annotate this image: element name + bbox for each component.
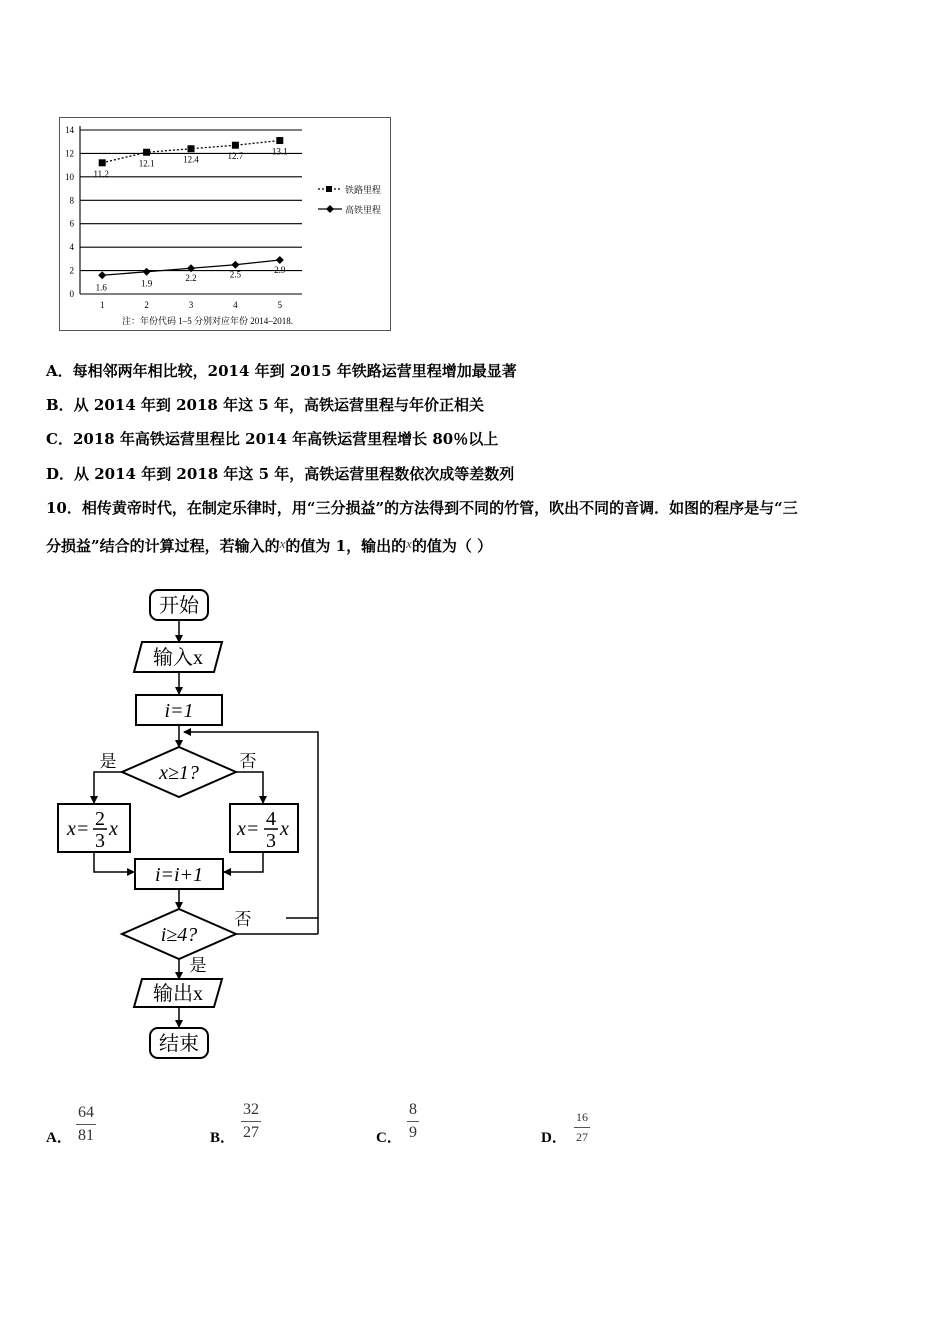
- rail-data-label: 12.4: [183, 154, 199, 165]
- hsr-point: [276, 256, 284, 264]
- flow-incr-text: i=i+1: [154, 864, 204, 886]
- line-chart: [59, 117, 391, 331]
- flow-left-num: 2: [95, 808, 105, 830]
- choice-d-num: 16: [574, 1110, 590, 1128]
- choice-a-den: 81: [78, 1127, 94, 1144]
- x-tick-label: 5: [277, 300, 283, 310]
- rail-data-label: 12.1: [138, 158, 155, 169]
- flow-input-text: 输入x: [153, 647, 203, 669]
- rail-data-label: 12.7: [227, 151, 244, 162]
- rail-point: [99, 159, 106, 166]
- option-c[interactable]: C．2018 年高铁运营里程比 2014 年高铁运营里程增长 80％以上: [46, 430, 499, 448]
- flow-left-post: x: [109, 818, 118, 840]
- hsr-data-label: 2.2: [185, 273, 197, 284]
- flow-right-den: 3: [266, 830, 276, 852]
- flow-end-text: 结束: [159, 1033, 199, 1055]
- choice-c-label[interactable]: C．: [376, 1130, 402, 1146]
- rail-point: [276, 137, 283, 144]
- y-tick-label: 14: [65, 125, 74, 135]
- hsr-point: [98, 271, 106, 279]
- chart-note: 注：年份代码 1–5 分别对应年份 2014–2018.: [122, 316, 294, 326]
- legend-hsr-marker: [326, 205, 334, 213]
- hsr-data-label: 2.5: [229, 269, 242, 280]
- x-tick-label: 2: [144, 300, 149, 310]
- choice-c-num: 8: [407, 1101, 419, 1122]
- hsr-data-label: 2.9: [274, 265, 286, 276]
- rail-point: [143, 149, 150, 156]
- flow-left-pre: x=: [67, 818, 90, 840]
- y-tick-label: 12: [65, 148, 74, 159]
- hsr-point: [143, 268, 151, 276]
- rail-point: [232, 142, 239, 149]
- flow-cond2-yes: 是: [189, 956, 207, 975]
- choice-d-frac[interactable]: [574, 1110, 590, 1145]
- flow-init-text: i=1: [164, 700, 194, 722]
- choice-b-num: 32: [241, 1101, 261, 1122]
- flow-start-text: 开始: [159, 595, 199, 617]
- x-tick-label: 4: [233, 300, 238, 310]
- y-tick-label: 2: [69, 265, 74, 276]
- hsr-data-label: 1.9: [140, 278, 153, 289]
- legend-rail-label: 铁路里程: [345, 185, 382, 195]
- flow-cond1-text: x≥1?: [159, 762, 199, 784]
- hsr-point: [231, 261, 239, 269]
- rail-data-label: 11.2: [93, 168, 109, 179]
- choice-c-frac[interactable]: [407, 1101, 419, 1142]
- q10-line2b: 的值为 1，输出的: [285, 537, 407, 555]
- choice-b-den: 27: [243, 1124, 259, 1141]
- hsr-data-label: 1.6: [95, 282, 107, 293]
- choice-d-label[interactable]: D．: [541, 1130, 567, 1146]
- flow-right-pre: x=: [237, 818, 260, 840]
- chart-svg: [60, 118, 390, 330]
- rail-data-label: 13.1: [271, 146, 288, 157]
- q10-line2a: 分损益”结合的计算过程，若输入的: [46, 537, 280, 555]
- choice-c-den: 9: [409, 1124, 417, 1141]
- x-tick-label: 3: [188, 300, 194, 310]
- choice-b-label[interactable]: B．: [210, 1130, 236, 1146]
- q10-var-x-2: x: [406, 536, 412, 551]
- flowchart: [50, 585, 350, 1075]
- flow-left-den: 3: [95, 830, 105, 852]
- flow-cond2-text: i≥4?: [160, 924, 198, 946]
- chart-legend: [318, 184, 381, 215]
- flow-right-post: x: [280, 818, 289, 840]
- flow-right-num: 4: [266, 808, 276, 830]
- choice-a-label[interactable]: A．: [46, 1130, 72, 1146]
- flow-cond1-yes: 是: [99, 752, 117, 771]
- choice-d-den: 27: [576, 1130, 588, 1144]
- y-tick-label: 10: [65, 171, 74, 182]
- legend-rail-marker: [326, 186, 332, 192]
- q10-var-x: x: [279, 536, 286, 551]
- flow-cond2-no: 否: [234, 910, 252, 929]
- x-tick-label: 1: [99, 300, 105, 310]
- y-tick-label: 4: [69, 242, 74, 253]
- flow-output-text: 输出x: [153, 983, 203, 1005]
- choice-a-num: 64: [76, 1104, 96, 1125]
- option-d[interactable]: D．从 2014 年到 2018 年这 5 年，高铁运营里程数依次成等差数列: [46, 465, 515, 483]
- flow-cond1-no: 否: [239, 752, 257, 771]
- option-b[interactable]: B．从 2014 年到 2018 年这 5 年，高铁运营里程与年价正相关: [46, 396, 484, 414]
- q10-line1: 10．相传黄帝时代，在制定乐律时，用“三分损益”的方法得到不同的竹管，吹出不同的音调．如图的程序是与“三: [46, 499, 798, 517]
- q10-line2c: 的值为（ ）: [411, 537, 493, 555]
- legend-hsr-label: 高铁里程: [345, 205, 382, 215]
- q10-line2: [46, 535, 492, 556]
- rail-point: [188, 145, 195, 152]
- option-a[interactable]: A．每相邻两年相比较，2014 年到 2015 年铁路运营里程增加最显著: [46, 362, 517, 380]
- y-tick-label: 8: [69, 195, 74, 206]
- choice-a-frac[interactable]: [76, 1104, 96, 1145]
- y-tick-label: 0: [69, 289, 74, 299]
- y-tick-label: 6: [69, 218, 74, 229]
- choice-b-frac[interactable]: [241, 1101, 261, 1142]
